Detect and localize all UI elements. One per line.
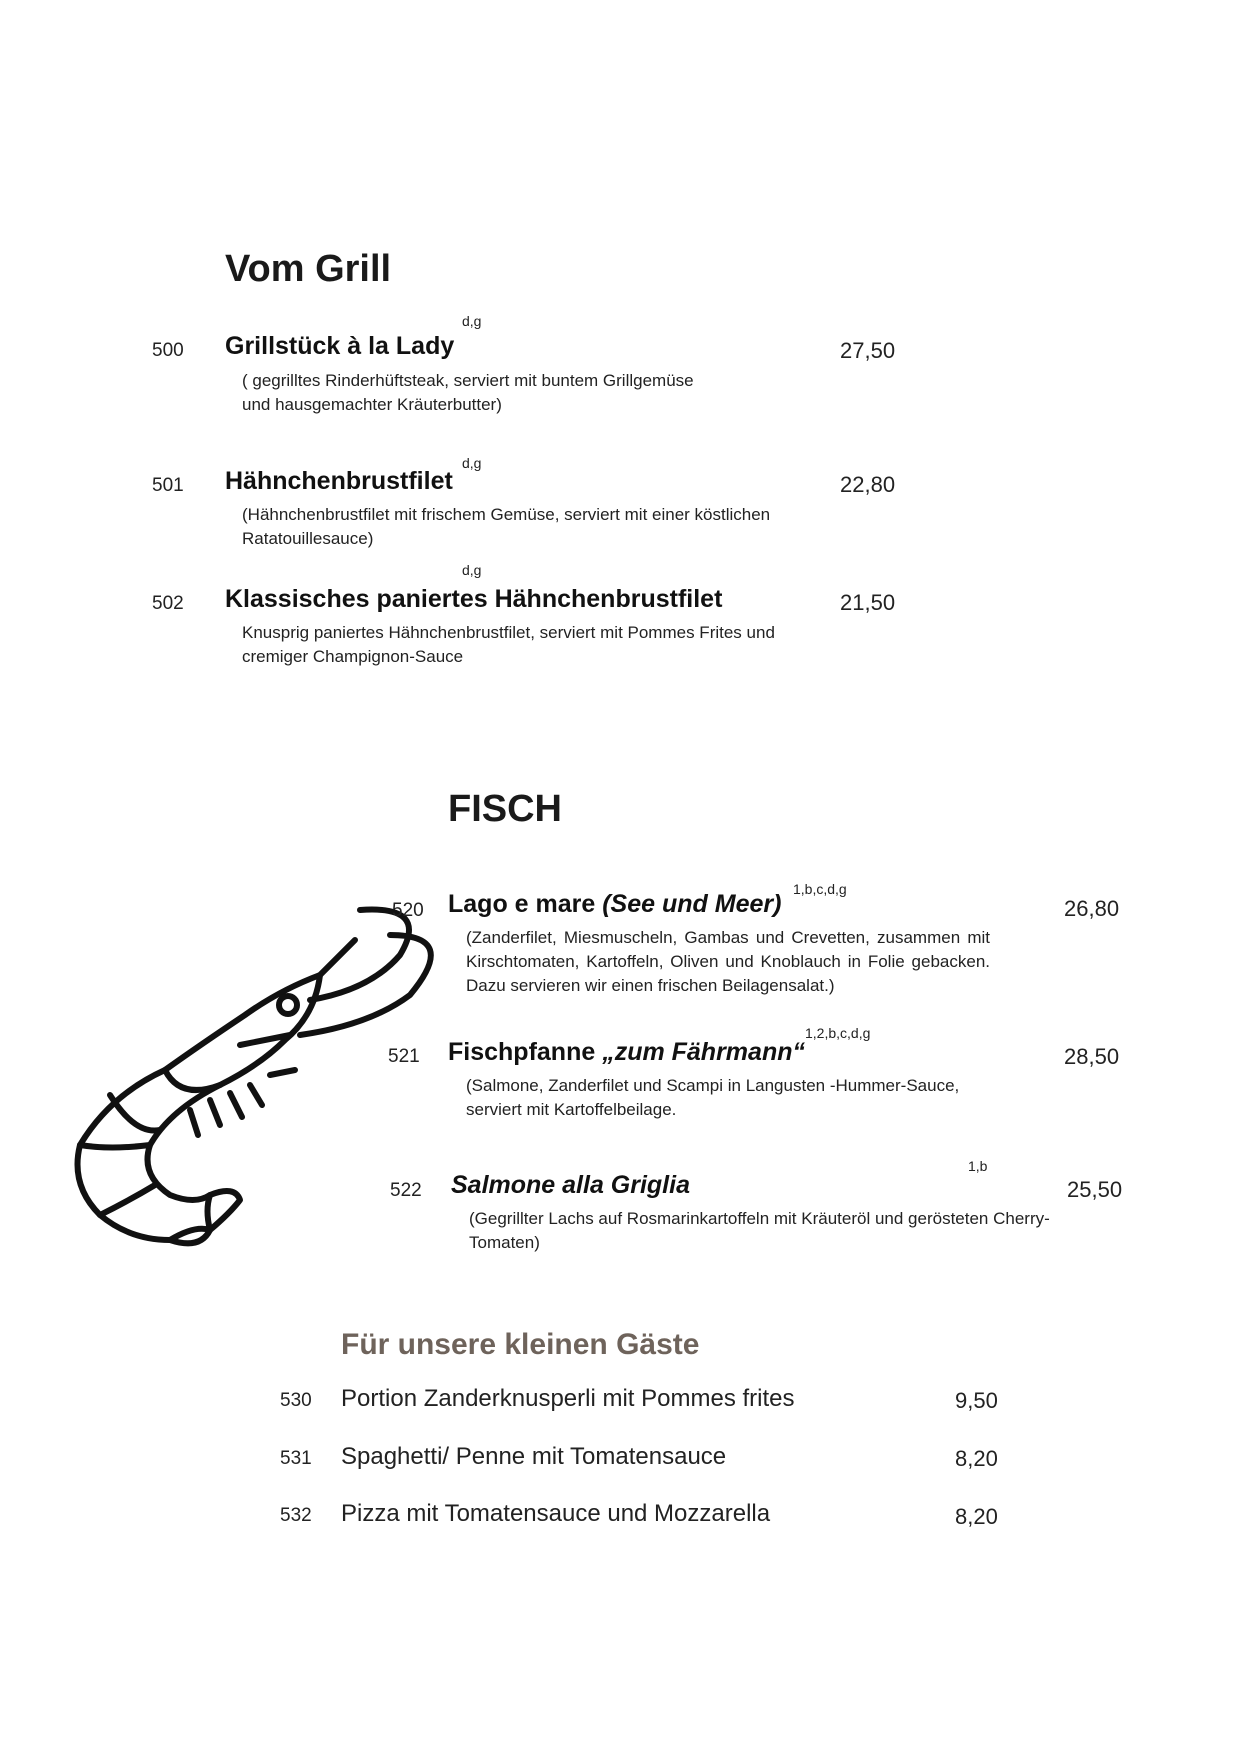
description-line: cremiger Champignon-Sauce (242, 647, 464, 666)
price: 26,80 (1064, 896, 1120, 921)
dish-description (469, 1207, 1050, 1255)
allergen-note: d,g (462, 313, 482, 329)
item-number: 532 (280, 1505, 312, 1526)
dish-name-plain: Fischpfanne (448, 1038, 603, 1066)
dish-name-italic: „zum Fährmann“ (602, 1038, 805, 1066)
dish-name: Grillstück à la Lady (225, 332, 455, 360)
description-line: ( gegrilltes Rinderhüftsteak, serviert mit buntem Grillgemüse (242, 371, 694, 390)
price: 8,20 (955, 1446, 998, 1471)
dish-name: Klassisches paniertes Hähnchenbrustfilet (225, 585, 723, 613)
price: 22,80 (840, 472, 896, 497)
description-line: serviert mit Kartoffelbeilage. (466, 1100, 677, 1119)
item-number: 530 (280, 1390, 312, 1411)
item-number: 500 (152, 340, 184, 361)
kids-item-name: Pizza mit Tomatensauce und Mozzarella (341, 1500, 771, 1527)
description-line: Knusprig paniertes Hähnchenbrustfilet, serviert mit Pommes Frites und (242, 623, 775, 642)
item-number: 501 (152, 475, 184, 496)
dish-name-italic: Salmone alla Griglia (451, 1171, 690, 1199)
dish-description: (Zanderfilet, Miesmuscheln, Gambas und Crevetten, zusammen mit Kirschtomaten, Kartoffeln, Oliven und Knoblauch in Folie gebacken. Dazu servieren wir einen frischen Beilagensalat.) (466, 928, 990, 995)
section-title-fisch: FISCH (448, 788, 562, 830)
dish-name (448, 1038, 805, 1067)
item-number: 520 (392, 900, 424, 921)
price: 8,20 (955, 1504, 998, 1529)
allergen-note: 1,b (968, 1158, 988, 1174)
dish-name (451, 1171, 690, 1200)
description-line: und hausgemachter Kräuterbutter) (242, 395, 502, 414)
allergen-note: d,g (462, 562, 482, 578)
dish-description (242, 621, 775, 669)
price: 27,50 (840, 338, 896, 363)
price: 21,50 (840, 590, 896, 615)
price: 9,50 (955, 1388, 998, 1413)
dish-description (242, 369, 694, 417)
allergen-note: d,g (462, 455, 482, 471)
dish-description (242, 503, 770, 551)
kids-item-name: Spaghetti/ Penne mit Tomatensauce (341, 1443, 727, 1470)
item-number: 521 (388, 1046, 420, 1067)
dish-name-italic: (See und Meer) (602, 890, 782, 918)
kids-item-name: Portion Zanderknusperli mit Pommes frites (341, 1385, 795, 1412)
price: 25,50 (1067, 1177, 1123, 1202)
dish-name: Hähnchenbrustfilet (225, 467, 453, 495)
item-number: 502 (152, 593, 184, 614)
description-line: Tomaten) (469, 1233, 540, 1252)
description-line: (Gegrillter Lachs auf Rosmarinkartoffeln mit Kräuteröl und gerösteten Cherry- (469, 1209, 1050, 1228)
price: 28,50 (1064, 1044, 1120, 1069)
allergen-note: 1,2,b,c,d,g (805, 1025, 871, 1041)
description-line: Ratatouillesauce) (242, 529, 374, 548)
dish-name (448, 890, 781, 919)
dish-description (466, 1074, 959, 1122)
description-line: (Salmone, Zanderfilet und Scampi in Langusten -Hummer-Sauce, (466, 1076, 960, 1095)
dish-name-plain: Lago e mare (448, 890, 603, 918)
section-title-grill: Vom Grill (225, 248, 392, 290)
item-number: 522 (390, 1180, 422, 1201)
description-line: (Hähnchenbrustfilet mit frischem Gemüse, serviert mit einer köstlichen (242, 505, 771, 524)
item-number: 531 (280, 1448, 312, 1469)
section-title-kids: Für unsere kleinen Gäste (341, 1328, 700, 1361)
allergen-note: 1,b,c,d,g (793, 881, 847, 897)
